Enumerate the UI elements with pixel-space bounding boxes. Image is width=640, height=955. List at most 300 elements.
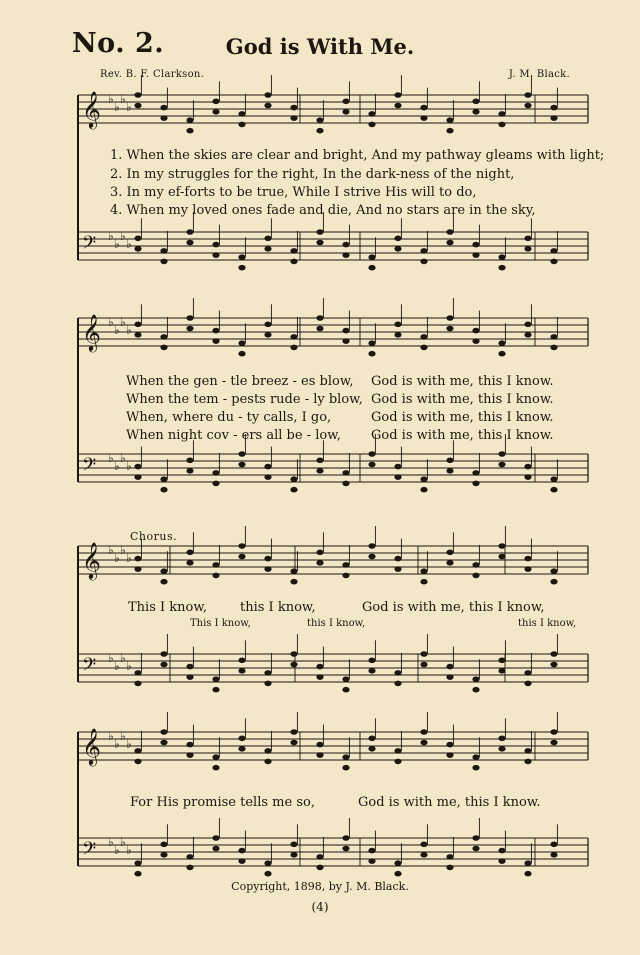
note-head [550, 345, 557, 351]
note-head [524, 748, 531, 754]
flat-sign: ♭ [108, 835, 114, 849]
verse-line: When night cov - ers all be - low, [126, 428, 341, 443]
note-head [498, 658, 505, 664]
note-head [550, 842, 557, 848]
note-head [264, 670, 271, 676]
note-head [186, 674, 193, 680]
note-head [264, 332, 271, 338]
note-head [290, 248, 297, 254]
note-head [472, 846, 479, 852]
hymn-number: No. 2. [72, 28, 165, 59]
note-head [212, 835, 219, 841]
note-head [238, 351, 245, 357]
note-head [290, 259, 297, 265]
flat-sign: ♭ [114, 323, 120, 337]
verse-line: God is with me, this I know. [371, 410, 554, 425]
note-head [290, 105, 297, 111]
note-head [238, 736, 245, 742]
note-head [446, 560, 453, 566]
note-head [498, 340, 505, 346]
note-head [212, 562, 219, 568]
flat-sign: ♭ [114, 843, 120, 857]
note-head [550, 662, 557, 668]
note-head [394, 759, 401, 765]
note-head [316, 865, 323, 871]
note-head [186, 458, 193, 464]
note-head [420, 259, 427, 265]
note-head [368, 858, 375, 864]
note-head [186, 229, 193, 235]
note-head [498, 122, 505, 128]
flat-sign: ♭ [108, 92, 114, 106]
note-head [472, 676, 479, 682]
note-head [550, 105, 557, 111]
note-head [420, 651, 427, 657]
note-head [524, 464, 531, 470]
note-head [316, 326, 323, 332]
note-head [134, 464, 141, 470]
note-head [212, 242, 219, 248]
note-head [498, 462, 505, 468]
note-head [238, 122, 245, 128]
note-head [420, 345, 427, 351]
note-head [446, 458, 453, 464]
note-head [394, 92, 401, 98]
note-head [342, 252, 349, 258]
note-head [394, 464, 401, 470]
flat-sign: ♭ [114, 737, 120, 751]
note-head [134, 556, 141, 562]
note-head [264, 236, 271, 242]
flat-sign: ♭ [108, 729, 114, 743]
flat-sign: ♭ [120, 729, 126, 743]
note-head [160, 345, 167, 351]
note-head [290, 842, 297, 848]
note-head [160, 852, 167, 858]
bass-clef: 𝄢 [82, 233, 97, 258]
note-head [394, 556, 401, 562]
verse-line: God is with me, this I know. [371, 392, 554, 407]
verse-number: 3. [110, 185, 123, 200]
note-head [446, 468, 453, 474]
verse-number: 1. [110, 148, 123, 163]
note-head [238, 668, 245, 674]
flat-sign: ♭ [108, 651, 114, 665]
note-head [524, 759, 531, 765]
note-head [368, 265, 375, 271]
note-head [212, 573, 219, 579]
note-head [524, 474, 531, 480]
note-head [238, 746, 245, 752]
flat-sign: ♭ [120, 315, 126, 329]
note-head [524, 332, 531, 338]
note-head [420, 579, 427, 585]
note-head [186, 560, 193, 566]
note-head [134, 860, 141, 866]
note-head [524, 103, 531, 109]
note-head [160, 729, 167, 735]
note-head [394, 748, 401, 754]
note-head [472, 765, 479, 771]
note-head [368, 746, 375, 752]
note-head [186, 117, 193, 123]
note-head [134, 246, 141, 252]
note-head [420, 334, 427, 340]
note-head [524, 860, 531, 866]
note-head [342, 835, 349, 841]
note-head [498, 543, 505, 549]
note-head [446, 315, 453, 321]
note-head [238, 451, 245, 457]
note-head [420, 476, 427, 482]
note-head [316, 240, 323, 246]
note-head [186, 240, 193, 246]
note-head [160, 740, 167, 746]
flat-sign: ♭ [108, 451, 114, 465]
note-head [342, 687, 349, 693]
note-head [550, 334, 557, 340]
flat-sign: ♭ [126, 237, 132, 251]
note-head [446, 742, 453, 748]
note-head [472, 754, 479, 760]
note-head [394, 681, 401, 687]
note-head [290, 852, 297, 858]
note-head [290, 476, 297, 482]
note-head [134, 322, 141, 328]
note-head [446, 550, 453, 556]
note-head [446, 664, 453, 670]
note-head [342, 765, 349, 771]
note-head [472, 562, 479, 568]
note-head [160, 651, 167, 657]
flat-sign: ♭ [114, 659, 120, 673]
note-head [446, 229, 453, 235]
note-head [316, 468, 323, 474]
flat-sign: ♭ [120, 92, 126, 106]
note-head [316, 560, 323, 566]
note-head [550, 259, 557, 265]
note-head [498, 848, 505, 854]
note-head [472, 835, 479, 841]
note-head [368, 122, 375, 128]
flat-sign: ♭ [120, 451, 126, 465]
note-head [342, 676, 349, 682]
hymn-author: Rev. B. F. Clarkson. [100, 69, 205, 80]
note-head [316, 674, 323, 680]
note-head [524, 566, 531, 572]
note-head [420, 740, 427, 746]
note-head [472, 573, 479, 579]
verse-number: 2. [110, 167, 123, 182]
note-head [238, 462, 245, 468]
note-head [394, 322, 401, 328]
note-head [134, 474, 141, 480]
flat-sign: ♭ [120, 229, 126, 243]
hymn-title: God is With Me. [225, 34, 415, 59]
note-head [212, 470, 219, 476]
note-head [160, 259, 167, 265]
note-head [342, 109, 349, 115]
flat-sign: ♭ [114, 459, 120, 473]
note-head [498, 265, 505, 271]
note-head [212, 481, 219, 487]
note-head [342, 470, 349, 476]
note-head [264, 681, 271, 687]
chorus-label: Chorus. [130, 530, 178, 543]
note-head [550, 568, 557, 574]
note-head [134, 236, 141, 242]
note-head [160, 568, 167, 574]
note-head [394, 670, 401, 676]
verse-line: When, where du - ty calls, I go, [126, 410, 332, 425]
note-head [290, 729, 297, 735]
note-head [368, 111, 375, 117]
note-head [342, 338, 349, 344]
note-head [238, 111, 245, 117]
bass-clef: 𝄢 [82, 839, 97, 864]
note-head [368, 451, 375, 457]
note-head [342, 481, 349, 487]
note-head [238, 254, 245, 260]
note-head [160, 115, 167, 121]
note-head [134, 759, 141, 765]
note-head [472, 470, 479, 476]
flat-sign: ♭ [120, 543, 126, 557]
bass-echo-lyric: this I know, [518, 618, 577, 629]
note-head [420, 115, 427, 121]
note-head [134, 748, 141, 754]
note-head [342, 754, 349, 760]
note-head [394, 860, 401, 866]
note-head [446, 117, 453, 123]
note-head [550, 729, 557, 735]
note-head [160, 579, 167, 585]
flat-sign: ♭ [120, 835, 126, 849]
flat-sign: ♭ [126, 459, 132, 473]
verse-line: When the tem - pests rude - ly blow, [126, 392, 363, 407]
note-head [550, 651, 557, 657]
note-head [446, 752, 453, 758]
note-head [212, 328, 219, 334]
note-head [498, 746, 505, 752]
note-head [134, 92, 141, 98]
note-head [264, 871, 271, 877]
verse-line: When the skies are clear and bright, And my pathway gleams with light; [126, 148, 605, 163]
bass-clef: 𝄢 [82, 455, 97, 480]
treble-clef: 𝄞 [82, 313, 101, 351]
note-head [134, 332, 141, 338]
note-head [498, 668, 505, 674]
note-head [524, 681, 531, 687]
note-head [524, 871, 531, 877]
note-head [550, 579, 557, 585]
note-head [186, 128, 193, 134]
note-head [134, 670, 141, 676]
note-head [394, 103, 401, 109]
treble-clef: 𝄞 [82, 541, 101, 579]
note-head [160, 248, 167, 254]
flat-sign: ♭ [114, 551, 120, 565]
note-head [420, 662, 427, 668]
note-head [472, 687, 479, 693]
note-head [342, 846, 349, 852]
flat-sign: ♭ [126, 737, 132, 751]
note-head [498, 554, 505, 560]
verse-line: God is with me, this I know. [371, 428, 554, 443]
note-head [212, 676, 219, 682]
note-head [394, 871, 401, 877]
note-head [186, 468, 193, 474]
hymn-composer: J. M. Black. [508, 69, 570, 80]
note-head [472, 242, 479, 248]
note-head [498, 111, 505, 117]
chorus-lyric: For His promise tells me so, [130, 795, 315, 810]
note-head [264, 566, 271, 572]
note-head [290, 487, 297, 493]
bass-clef: 𝄢 [82, 655, 97, 680]
note-head [550, 115, 557, 121]
note-head [446, 854, 453, 860]
note-head [420, 842, 427, 848]
note-head [368, 340, 375, 346]
note-head [238, 340, 245, 346]
note-head [498, 736, 505, 742]
note-head [446, 326, 453, 332]
note-head [550, 248, 557, 254]
note-head [160, 105, 167, 111]
note-head [394, 236, 401, 242]
note-head [472, 328, 479, 334]
note-head [212, 754, 219, 760]
note-head [550, 476, 557, 482]
verse-line: When the gen - tle breez - es blow, [126, 374, 354, 389]
note-head [316, 752, 323, 758]
note-head [368, 554, 375, 560]
note-head [368, 351, 375, 357]
note-head [186, 752, 193, 758]
flat-sign: ♭ [114, 100, 120, 114]
note-head [316, 664, 323, 670]
note-head [446, 865, 453, 871]
note-head [290, 579, 297, 585]
note-head [264, 92, 271, 98]
note-head [342, 573, 349, 579]
note-head [160, 842, 167, 848]
note-head [160, 487, 167, 493]
chorus-lyric: God is with me, this I know, [362, 600, 545, 615]
note-head [342, 328, 349, 334]
note-head [238, 554, 245, 560]
note-head [212, 252, 219, 258]
note-head [498, 254, 505, 260]
note-head [420, 248, 427, 254]
note-head [290, 334, 297, 340]
note-head [212, 99, 219, 105]
note-head [524, 246, 531, 252]
chorus-lyric: God is with me, this I know. [358, 795, 541, 810]
note-head [420, 852, 427, 858]
note-head [212, 687, 219, 693]
flat-sign: ♭ [108, 229, 114, 243]
note-head [524, 322, 531, 328]
note-head [394, 246, 401, 252]
note-head [472, 252, 479, 258]
note-head [290, 345, 297, 351]
note-head [238, 658, 245, 664]
note-head [186, 664, 193, 670]
note-head [368, 254, 375, 260]
note-head [186, 326, 193, 332]
note-head [446, 240, 453, 246]
note-head [186, 865, 193, 871]
note-head [186, 742, 193, 748]
bass-echo-lyric: this I know, [307, 618, 366, 629]
note-head [394, 332, 401, 338]
note-head [498, 351, 505, 357]
verse-number: 4. [110, 203, 123, 218]
note-head [420, 487, 427, 493]
note-head [316, 117, 323, 123]
chorus-lyric: this I know, [240, 600, 316, 615]
note-head [342, 99, 349, 105]
flat-sign: ♭ [108, 543, 114, 557]
copyright-notice: Copyright, 1898, by J. M. Black. [231, 880, 409, 893]
note-head [212, 765, 219, 771]
note-head [472, 109, 479, 115]
flat-sign: ♭ [126, 659, 132, 673]
note-head [472, 99, 479, 105]
flat-sign: ♭ [126, 100, 132, 114]
note-head [264, 246, 271, 252]
note-head [524, 92, 531, 98]
note-head [368, 736, 375, 742]
note-head [342, 562, 349, 568]
note-head [420, 568, 427, 574]
flat-sign: ♭ [120, 651, 126, 665]
note-head [498, 858, 505, 864]
note-head [524, 556, 531, 562]
note-head [160, 662, 167, 668]
note-head [134, 103, 141, 109]
note-head [290, 115, 297, 121]
note-head [290, 568, 297, 574]
note-head [160, 476, 167, 482]
verse-line: In my ef-forts to be true, While I strive His will to do, [126, 185, 477, 200]
note-head [238, 858, 245, 864]
note-head [134, 566, 141, 572]
note-head [316, 550, 323, 556]
note-head [264, 556, 271, 562]
note-head [472, 481, 479, 487]
note-head [264, 748, 271, 754]
note-head [524, 670, 531, 676]
note-head [550, 487, 557, 493]
note-head [498, 451, 505, 457]
note-head [316, 128, 323, 134]
note-head [472, 338, 479, 344]
note-head [264, 322, 271, 328]
note-head [420, 105, 427, 111]
note-head [446, 674, 453, 680]
note-head [316, 229, 323, 235]
page-number: (4) [311, 900, 329, 914]
note-head [550, 852, 557, 858]
note-head [264, 464, 271, 470]
note-head [446, 128, 453, 134]
flat-sign: ♭ [126, 323, 132, 337]
verse-line: God is with me, this I know. [371, 374, 554, 389]
note-head [368, 462, 375, 468]
